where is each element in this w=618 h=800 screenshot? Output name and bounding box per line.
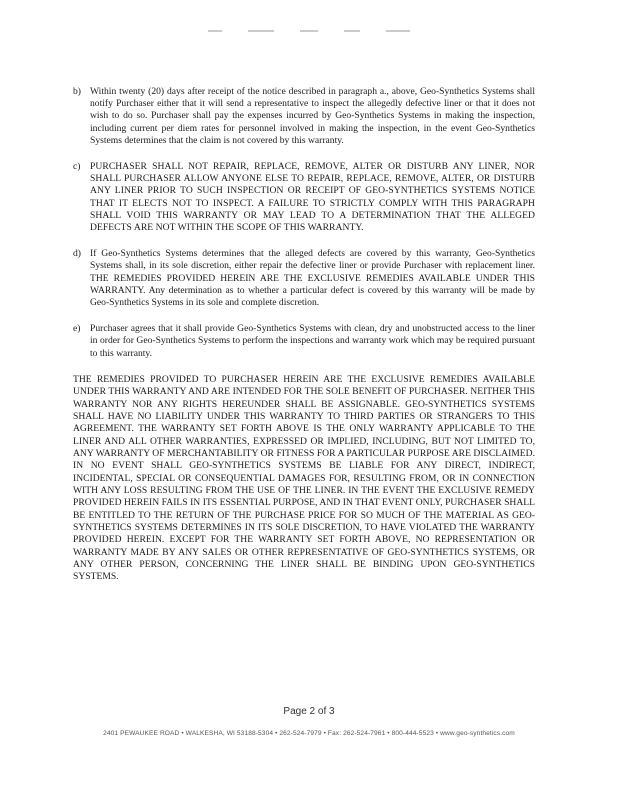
item-label: c) bbox=[73, 161, 81, 173]
list-item bbox=[73, 161, 535, 234]
footer-address: 2401 PEWAUKEE ROAD • WALKESHA, WI 53188-5304 • 262-524-7979 • Fax: 262-524-7961 • 800-444-5523 • www.geo-synthetics.com bbox=[103, 730, 515, 737]
item-text: Within twenty (20) days after receipt of the notice described in paragraph a., above, Geo-Synthetics Systems shall notify Purchaser either that it will send a representative to inspect the allegedly defective liner or that it does not wish to do so. Purchaser shall pay the expenses incurred by Geo-Synthetics Systems in making the inspection, including current per diem rates for personnel involved in making the inspection, in the event Geo-Synthetics Systems determines that the claim is not covered by this warranty. bbox=[90, 86, 535, 146]
document-body bbox=[73, 86, 535, 584]
disclaimer-paragraph: THE REMEDIES PROVIDED TO PURCHASER HEREIN ARE THE EXCLUSIVE REMEDIES AVAILABLE UNDER THIS WARRANTY AND ARE INTENDED FOR THE SOLE BENEFIT OF PURCHASER. NEITHER THIS WARRANTY NOR ANY RIGHTS HEREUNDER SHALL BE ASSIGNABLE. GEO-SYNTHETICS SYSTEMS SHALL HAVE NO LIABILITY UNDER THIS WARRANTY TO THIRD PARTIES OR STRANGERS TO THIS AGREEMENT. THE WARRANTY SET FORTH ABOVE IS THE ONLY WARRANTY APPLICABLE TO THE LINER AND ALL OTHER WARRANTIES, EXPRESSED OR IMPLIED, INCLUDING, BUT NOT LIMITED TO, ANY WARRANTY OF MERCHANTABILITY OR FITNESS FOR A PARTICULAR PURPOSE ARE DISCLAIMED. IN NO EVENT SHALL GEO-SYNTHETICS SYSTEMS BE LIABLE FOR ANY DIRECT, INDIRECT, INCIDENTAL, SPECIAL OR CONSEQUENTIAL DAMAGES FOR, RESULTING FROM, OR IN CONNECTION WITH ANY LOSS RESULTING FROM THE USE OF THE LINER. IN THE EVENT THE EXCLUSIVE REMEDY PROVIDED HEREIN FAILS IN ITS ESSENTIAL PURPOSE, AND IN THAT EVENT ONLY, PURCHASER SHALL BE ENTITLED TO THE RETURN OF THE PURCHASE PRICE FOR SO MUCH OF THE MATERIAL AS GEO-SYNTHETICS SYSTEMS DETERMINES IN ITS SOLE DISCRETION, TO HAVE VIOLATED THE WARRANTY PROVIDED HEREIN. EXCEPT FOR THE WARRANTY SET FORTH ABOVE, NO REPRESENTATION OR WARRANTY MADE BY ANY SALES OR OTHER REPRESENTATIVE OF GEO-SYNTHETICS SYSTEMS, OR ANY OTHER PERSON, CONCERNING THE LINER SHALL BE BINDING UPON GEO-SYNTHETICS SYSTEMS. bbox=[73, 373, 535, 583]
header-mark bbox=[248, 30, 274, 32]
list-item bbox=[73, 248, 535, 309]
header-mark bbox=[300, 30, 318, 32]
list-item bbox=[73, 86, 535, 147]
item-label: b) bbox=[73, 86, 81, 97]
header-mark bbox=[208, 30, 222, 32]
header-marks bbox=[0, 30, 618, 32]
item-text: Purchaser agrees that it shall provide Geo-Synthetics Systems with clean, dry and unobstructed access to the liner in order for Geo-Synthetics Systems to perform the inspections and warranty work which may be required pursuant to this warranty. bbox=[90, 323, 535, 359]
item-label: e) bbox=[73, 323, 81, 335]
item-text: PURCHASER SHALL NOT REPAIR, REPLACE, REMOVE, ALTER OR DISTURB ANY LINER, NOR SHALL PURCHASER ALLOW ANYONE ELSE TO REPAIR, REPLACE, REMOVE, ALTER, OR DISTURB ANY LINER PRIOR TO SUCH INSPECTION OR RECEIPT OF GEO-SYNTHETICS SYSTEMS NOTICE THAT IT ELECTS NOT TO INSPECT. A FAILURE TO STRICTLY COMPLY WITH THIS PARAGRAPH SHALL VOID THIS WARRANTY OR MAY LEAD TO A DETERMINATION THAT THE ALLEGED DEFECTS ARE NOT WITHIN THE SCOPE OF THIS WARRANTY. bbox=[90, 161, 535, 234]
list-item bbox=[73, 323, 535, 360]
item-label: d) bbox=[73, 248, 81, 260]
page-number: Page 2 of 3 bbox=[283, 706, 335, 717]
header-mark bbox=[386, 30, 410, 32]
item-text: If Geo-Synthetics Systems determines that the alleged defects are covered by this warranty, Geo-Synthetics Systems shall, in its sole discretion, either repair the defective liner or provide Purchaser with replacement liner. THE REMEDIES PROVIDED HEREIN ARE THE EXCLUSIVE REMEDIES AVAILABLE UNDER THIS WARRANTY. Any determination as to whether a particular defect is covered by this warranty will be made by Geo-Synthetics Systems in its sole and complete discretion. bbox=[90, 248, 535, 309]
header-mark bbox=[344, 30, 360, 32]
